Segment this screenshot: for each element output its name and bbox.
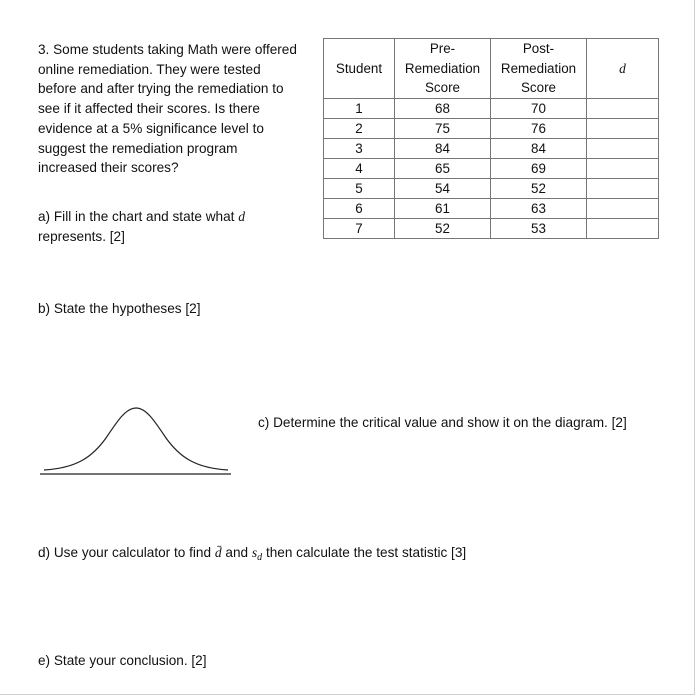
- cell-pre: 61: [395, 199, 491, 219]
- table-row: [324, 219, 659, 239]
- part-d-and: and: [225, 545, 249, 560]
- normal-curve-diagram: [38, 400, 234, 478]
- part-a-prefix: a) Fill in the chart and state what: [38, 209, 235, 224]
- part-b-text: b) State the hypotheses [2]: [38, 301, 201, 316]
- table-row: [324, 99, 659, 119]
- cell-pre: 68: [395, 99, 491, 119]
- part-a-suffix: represents. [2]: [38, 228, 125, 244]
- cell-student: 6: [324, 199, 395, 219]
- cell-post: 63: [491, 199, 587, 219]
- bell-curve: [44, 408, 228, 470]
- cell-d[interactable]: [587, 159, 659, 179]
- cell-d[interactable]: [587, 199, 659, 219]
- cell-pre: 84: [395, 139, 491, 159]
- table-header-row: [324, 39, 659, 99]
- data-table: [323, 38, 659, 239]
- cell-student: 1: [324, 99, 395, 119]
- cell-student: 4: [324, 159, 395, 179]
- cell-student: 5: [324, 179, 395, 199]
- cell-post: 70: [491, 99, 587, 119]
- cell-student: 2: [324, 119, 395, 139]
- cell-d[interactable]: [587, 219, 659, 239]
- part-d-text: [38, 545, 466, 563]
- part-d-s: $s_d$: [251, 545, 263, 563]
- cell-post: 52: [491, 179, 587, 199]
- cell-student: 7: [324, 219, 395, 239]
- table-row: [324, 199, 659, 219]
- part-d-prefix: d) Use your calculator to find: [38, 545, 212, 560]
- cell-d[interactable]: [587, 99, 659, 119]
- cell-pre: 52: [395, 219, 491, 239]
- cell-d[interactable]: [587, 139, 659, 159]
- header-post: Post- Remediation Score: [491, 39, 587, 99]
- cell-d[interactable]: [587, 119, 659, 139]
- cell-pre: 54: [395, 179, 491, 199]
- part-c-text: c) Determine the critical value and show it on the diagram. [2]: [258, 415, 627, 430]
- part-e-text: e) State your conclusion. [2]: [38, 653, 207, 668]
- question-intro: 3. Some students taking Math were offered online remediation. They were tested before and after trying the remediation to see if it affected their scores. Is there evidence at a 5% significance level to suggest the remediation program increased their scores?: [38, 42, 297, 176]
- table-row: [324, 159, 659, 179]
- part-a-variable: d: [238, 209, 246, 224]
- header-d: d: [587, 39, 659, 99]
- part-d-dbar: d̄: [214, 545, 222, 560]
- header-pre: Pre- Remediation Score: [395, 39, 491, 99]
- part-d-suffix: then calculate the test statistic [3]: [265, 545, 467, 560]
- cell-post: 69: [491, 159, 587, 179]
- cell-pre: 65: [395, 159, 491, 179]
- cell-post: 76: [491, 119, 587, 139]
- table-row: [324, 119, 659, 139]
- part-a-text: [38, 207, 300, 246]
- cell-pre: 75: [395, 119, 491, 139]
- cell-d[interactable]: [587, 179, 659, 199]
- header-student: Student: [324, 39, 395, 99]
- cell-post: 53: [491, 219, 587, 239]
- cell-student: 3: [324, 139, 395, 159]
- table-row: [324, 139, 659, 159]
- cell-post: 84: [491, 139, 587, 159]
- table-row: [324, 179, 659, 199]
